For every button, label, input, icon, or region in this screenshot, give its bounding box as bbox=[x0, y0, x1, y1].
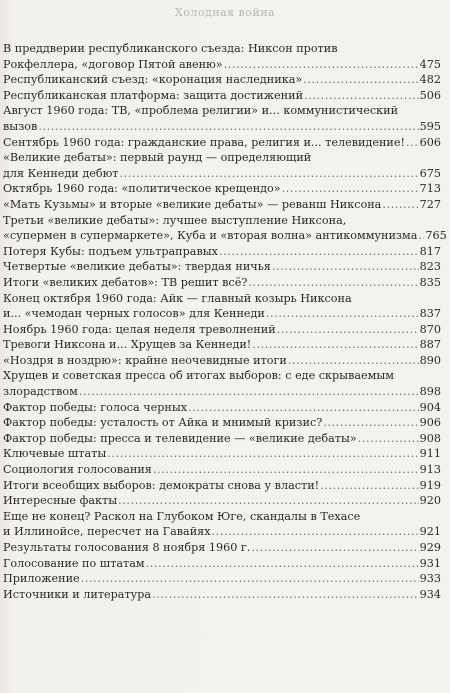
toc-page-number: 890 bbox=[419, 353, 441, 367]
toc-page-number: 920 bbox=[419, 494, 441, 508]
toc-entry[interactable] bbox=[3, 275, 441, 291]
dot-leader bbox=[406, 135, 419, 151]
dot-leader bbox=[304, 88, 419, 104]
toc-entry-title-line: «Великие дебаты»: первый раунд — определяющий bbox=[3, 151, 312, 165]
dot-leader bbox=[272, 259, 419, 275]
toc-entry-title-line: «Мать Кузьмы» и вторые «великие дебаты» — реванш Никсона bbox=[3, 197, 382, 211]
toc-entry[interactable] bbox=[3, 41, 441, 72]
toc-entry-title-line: и... «чемодан черных голосов» для Кеннеди bbox=[3, 307, 265, 321]
toc-entry-title-line: Потеря Кубы: подъем ультраправых bbox=[3, 244, 218, 258]
toc-entry-title-line: Итоги «великих дебатов»: ТВ решит всё? bbox=[3, 275, 248, 289]
toc-page-number: 933 bbox=[419, 572, 441, 586]
toc-page-number: 475 bbox=[419, 57, 441, 71]
toc-page-number: 921 bbox=[419, 525, 441, 539]
toc-entry[interactable] bbox=[3, 400, 441, 416]
toc-entry-title-line: Рокфеллера, «договор Пятой авеню» bbox=[3, 57, 223, 71]
toc-page-number: 823 bbox=[419, 260, 441, 274]
dot-leader bbox=[320, 478, 418, 494]
toc-entry-title-line: злорадством bbox=[3, 385, 78, 399]
toc-page-number: 870 bbox=[419, 322, 441, 336]
toc-entry-title-line: Приложение bbox=[3, 572, 80, 586]
toc-page-number: 929 bbox=[419, 541, 441, 554]
dot-leader bbox=[118, 493, 419, 509]
toc-entry[interactable] bbox=[3, 259, 441, 275]
toc-entry[interactable] bbox=[3, 322, 441, 338]
toc-entry-title-line: Сентябрь 1960 года: гражданские права, религия и... телевидение! bbox=[3, 135, 405, 149]
dot-leader bbox=[219, 244, 419, 260]
toc-entry[interactable] bbox=[3, 337, 441, 353]
toc-entry-title-line: Третьи «великие дебаты»: лучшее выступление Никсона, bbox=[3, 213, 347, 227]
dot-leader bbox=[79, 384, 419, 400]
toc-entry[interactable] bbox=[3, 181, 441, 197]
toc-entry-title-line: Октябрь 1960 года: «политическое крещендо» bbox=[3, 182, 281, 196]
toc-entry-title-line: Источники и литература bbox=[3, 587, 152, 601]
toc-entry[interactable] bbox=[3, 446, 441, 462]
toc-page-number: 934 bbox=[419, 587, 441, 601]
toc-page-number: 904 bbox=[419, 400, 441, 414]
toc-entry-title-line: Итоги всеобщих выборов: демократы снова у власти! bbox=[3, 478, 320, 492]
dot-leader bbox=[38, 119, 418, 135]
toc-entry[interactable] bbox=[3, 197, 441, 213]
toc-entry-title-line: Хрущев и советская пресса об итогах выборов: с еде скрываемым bbox=[3, 369, 394, 383]
toc-entry-title-line: «Ноздря в ноздрю»: крайне неочевидные итоги bbox=[3, 353, 287, 367]
dot-leader bbox=[153, 462, 419, 478]
dot-leader bbox=[418, 228, 424, 244]
toc-entry[interactable] bbox=[3, 88, 441, 104]
toc-entry-title-line: Республиканский съезд: «коронация наследника» bbox=[3, 73, 303, 87]
toc-entry-title-line: Ключевые штаты bbox=[3, 447, 107, 461]
dot-leader bbox=[282, 181, 419, 197]
toc-entry[interactable] bbox=[3, 478, 441, 494]
dot-leader bbox=[188, 400, 419, 416]
toc-entry-title-line: вызов bbox=[3, 119, 38, 133]
toc-entry-title-line: Фактор победы: пресса и телевидение — «великие дебаты» bbox=[3, 431, 357, 445]
dot-leader bbox=[146, 556, 419, 572]
toc-page-number: 727 bbox=[419, 197, 441, 211]
toc-page-number: 913 bbox=[419, 463, 441, 477]
toc-entry-title-line: Фактор победы: голоса черных bbox=[3, 400, 188, 414]
dot-leader bbox=[212, 524, 419, 540]
toc-page-number: 595 bbox=[419, 119, 441, 133]
toc-page-number: 675 bbox=[419, 166, 441, 180]
dot-leader bbox=[358, 431, 419, 447]
toc-entry[interactable] bbox=[3, 462, 441, 478]
toc-entry[interactable] bbox=[3, 103, 441, 134]
toc-entry[interactable] bbox=[3, 509, 441, 540]
toc-entry[interactable] bbox=[3, 368, 441, 399]
dot-leader bbox=[120, 166, 419, 182]
toc-page-number: 837 bbox=[419, 307, 441, 321]
toc-page-number: 835 bbox=[419, 275, 441, 289]
toc-entry[interactable] bbox=[3, 72, 441, 88]
dot-leader bbox=[303, 72, 418, 88]
toc-entry[interactable] bbox=[3, 587, 441, 603]
toc-page-number: 931 bbox=[419, 556, 441, 570]
toc-entry-title-line: «супермен в супермаркете», Куба и «вторая волна» антикоммунизма bbox=[3, 229, 418, 243]
toc-entry[interactable] bbox=[3, 291, 441, 322]
dot-leader bbox=[277, 322, 419, 338]
toc-page-number: 482 bbox=[419, 73, 441, 87]
toc-entry-title-line: Четвертые «великие дебаты»: твердая ничья bbox=[3, 260, 271, 274]
toc-page-number: 606 bbox=[419, 135, 441, 149]
toc-entry-title-line: Республиканская платформа: защита достижений bbox=[3, 88, 304, 102]
toc-entry-title-line: Тревоги Никсона и... Хрущев за Кеннеди! bbox=[3, 338, 252, 352]
dot-leader bbox=[288, 353, 419, 369]
toc-entry[interactable] bbox=[3, 135, 441, 151]
toc-entry[interactable] bbox=[3, 244, 441, 260]
toc-entry[interactable] bbox=[3, 431, 441, 447]
toc-entry-title-line: Еще не конец? Раскол на Глубоком Юге, скандалы в Техасе bbox=[3, 509, 361, 523]
toc-entry-title-line: Август 1960 года: ТВ, «проблема религии» и... коммунистический bbox=[3, 104, 399, 118]
toc-entry-title-line: и Иллинойсе, пересчет на Гавайях bbox=[3, 525, 211, 539]
dot-leader bbox=[107, 446, 418, 462]
toc-page-number: 919 bbox=[419, 478, 441, 492]
toc-entry[interactable] bbox=[3, 213, 447, 244]
toc-entry-title-line: Ноябрь 1960 года: целая неделя треволнений bbox=[3, 322, 276, 336]
toc-entry-title-line: Голосование по штатам bbox=[3, 556, 145, 570]
toc-page-number: 898 bbox=[419, 385, 441, 399]
toc-entry-title-line: Конец октября 1960 года: Айк — главный козырь Никсона bbox=[3, 291, 352, 305]
toc-entry[interactable] bbox=[3, 540, 441, 556]
dot-leader bbox=[152, 587, 419, 603]
toc-page-number: 765 bbox=[425, 229, 447, 243]
dot-leader bbox=[266, 306, 419, 322]
toc-entry-title-line: Результаты голосования 8 ноября 1960 г. bbox=[3, 541, 251, 554]
toc-page-number: 908 bbox=[419, 431, 441, 445]
toc-entry[interactable] bbox=[3, 150, 441, 181]
dot-leader bbox=[248, 275, 418, 291]
dot-leader bbox=[252, 337, 418, 353]
toc-page-number: 817 bbox=[419, 244, 441, 258]
toc-page-number: 906 bbox=[419, 416, 441, 430]
toc-entry-title-line: Интересные факты bbox=[3, 494, 118, 508]
toc-entry-title-line: Социология голосования bbox=[3, 463, 152, 477]
toc-page-number: 911 bbox=[419, 447, 441, 461]
toc-entry-title-line: Фактор победы: усталость от Айка и мнимый кризис? bbox=[3, 416, 323, 430]
dot-leader bbox=[81, 571, 419, 587]
dot-leader bbox=[224, 57, 419, 73]
toc-page-number: 506 bbox=[419, 88, 441, 102]
toc-entry[interactable] bbox=[3, 353, 441, 369]
toc-entry-title-line: для Кеннеди дебют bbox=[3, 166, 119, 180]
dot-leader bbox=[251, 540, 418, 556]
toc-entry-title-line: В преддверии республиканского съезда: Никсон против bbox=[3, 42, 338, 55]
dot-leader bbox=[323, 415, 418, 431]
toc-entry[interactable] bbox=[3, 493, 441, 509]
toc-page-number: 887 bbox=[419, 338, 441, 352]
toc-entry[interactable] bbox=[3, 556, 441, 572]
toc-page-number: 713 bbox=[419, 182, 441, 196]
running-header: Холодная война bbox=[174, 6, 276, 19]
toc-entry[interactable] bbox=[3, 571, 441, 587]
table-of-contents bbox=[3, 41, 447, 602]
toc-entry[interactable] bbox=[3, 415, 441, 431]
dot-leader bbox=[382, 197, 418, 213]
